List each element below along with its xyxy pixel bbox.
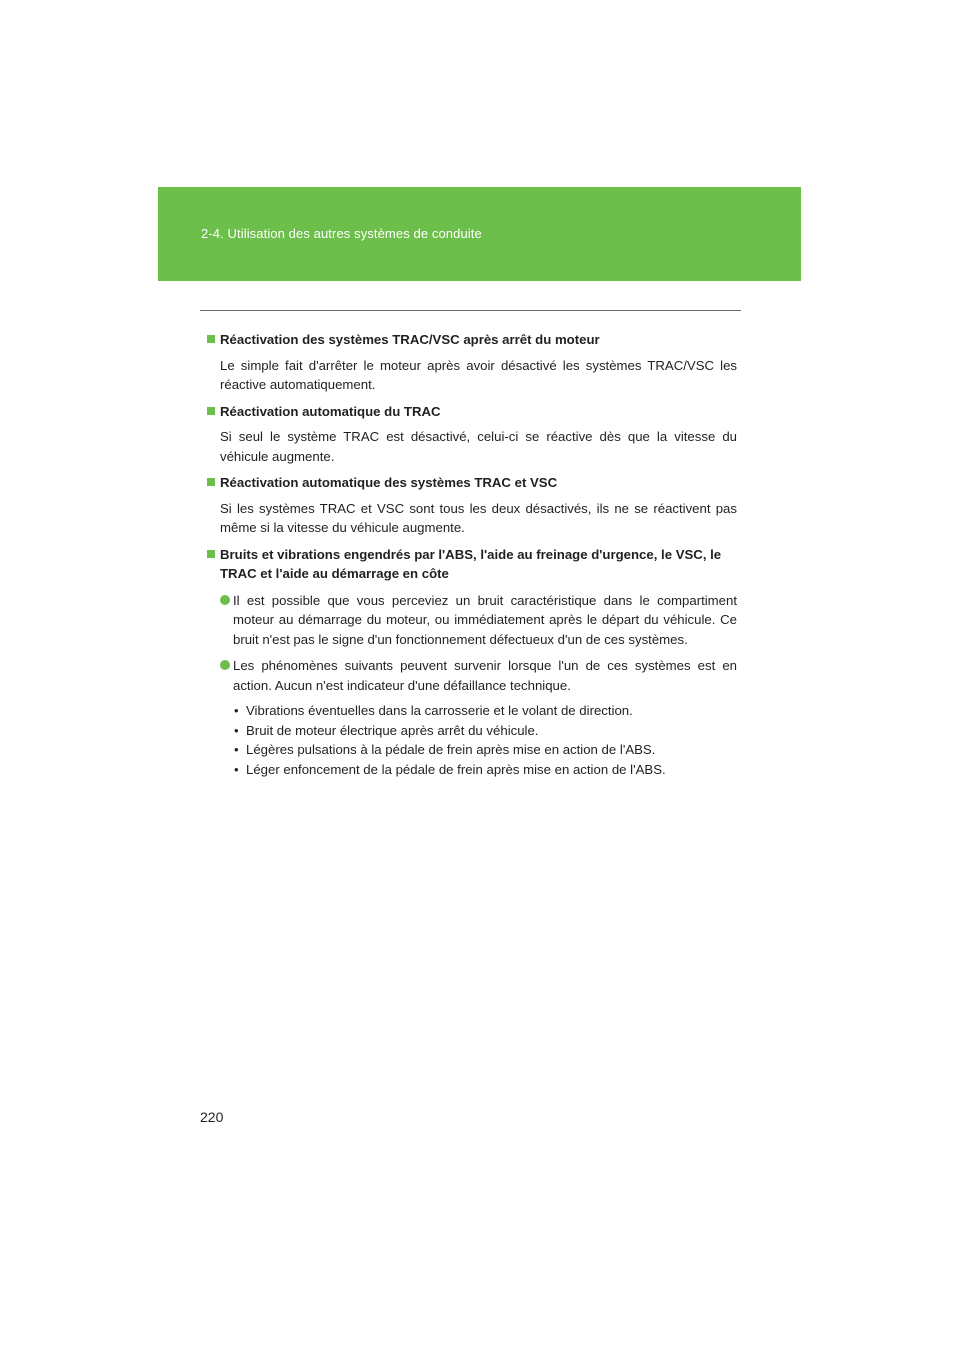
- sub-list-item: [233, 721, 737, 741]
- header-divider: [200, 310, 741, 311]
- list-item-text: Il est possible que vous perceviez un bruit caractéristique dans le compartiment moteur au démarrage du moteur, ou immédiatement après le départ du véhicule. Ce bruit n'est pas le signe d'un fonctionnement défectueux d'un de ces systèmes.: [233, 592, 737, 647]
- section-trac-vsc-reactivation: [207, 330, 737, 395]
- section-heading: Réactivation des systèmes TRAC/VSC après arrêt du moteur: [220, 332, 600, 347]
- section-heading: Bruits et vibrations engendrés par l'ABS, l'aide au freinage d'urgence, le VSC, le TRAC et l'aide au démarrage en côte: [220, 546, 722, 581]
- square-bullet-icon: [207, 407, 215, 415]
- square-bullet-icon: [207, 478, 215, 486]
- square-bullet-icon: [207, 335, 215, 343]
- section-header-band: [158, 187, 801, 281]
- section-header-title: 2-4. Utilisation des autres systèmes de conduite: [201, 226, 482, 241]
- sub-list-item-text: Vibrations éventuelles dans la carrosserie et le volant de direction.: [246, 703, 633, 718]
- circle-bullet-icon: [220, 595, 230, 605]
- sub-list-item-text: Bruit de moteur électrique après arrêt du véhicule.: [246, 722, 539, 738]
- page-content: [207, 330, 737, 786]
- dot-icon: •: [234, 742, 239, 757]
- sub-list-item: [233, 701, 737, 721]
- section-text: Si les systèmes TRAC et VSC sont tous les deux désactivés, ils ne se réactivent pas même si la vitesse du véhicule augmente.: [220, 500, 737, 535]
- section-trac-auto-reactivation: [207, 402, 737, 467]
- section-text: Si seul le système TRAC est désactivé, celui-ci se réactive dès que la vitesse du véhicule augmente.: [220, 429, 737, 464]
- page-number: 220: [200, 1109, 224, 1125]
- list-item: [207, 656, 737, 695]
- list-item: [207, 591, 737, 650]
- section-trac-vsc-auto-reactivation: [207, 473, 737, 538]
- list-item-text: Les phénomènes suivants peuvent survenir lorsque l'un de ces systèmes est en action. Aucun n'est indicateur d'une défaillance technique.: [233, 658, 737, 693]
- square-bullet-icon: [207, 550, 215, 558]
- circle-bullet-icon: [220, 660, 230, 670]
- dot-icon: •: [234, 703, 239, 718]
- sub-list-item: [233, 740, 737, 760]
- section-heading: Réactivation automatique des systèmes TRAC et VSC: [220, 475, 558, 490]
- dot-icon: •: [234, 761, 239, 777]
- sub-list-item-text: Légères pulsations à la pédale de frein après mise en action de l'ABS.: [246, 742, 656, 757]
- sub-list-item-text: Léger enfoncement de la pédale de frein après mise en action de l'ABS.: [246, 761, 666, 777]
- dot-icon: •: [234, 722, 239, 738]
- section-noises-vibrations: [207, 545, 737, 780]
- sub-list: [207, 701, 737, 779]
- sub-list-item: [233, 760, 737, 780]
- section-text: Le simple fait d'arrêter le moteur après avoir désactivé les systèmes TRAC/VSC les réactive automatiquement.: [220, 357, 737, 392]
- section-heading: Réactivation automatique du TRAC: [220, 403, 441, 419]
